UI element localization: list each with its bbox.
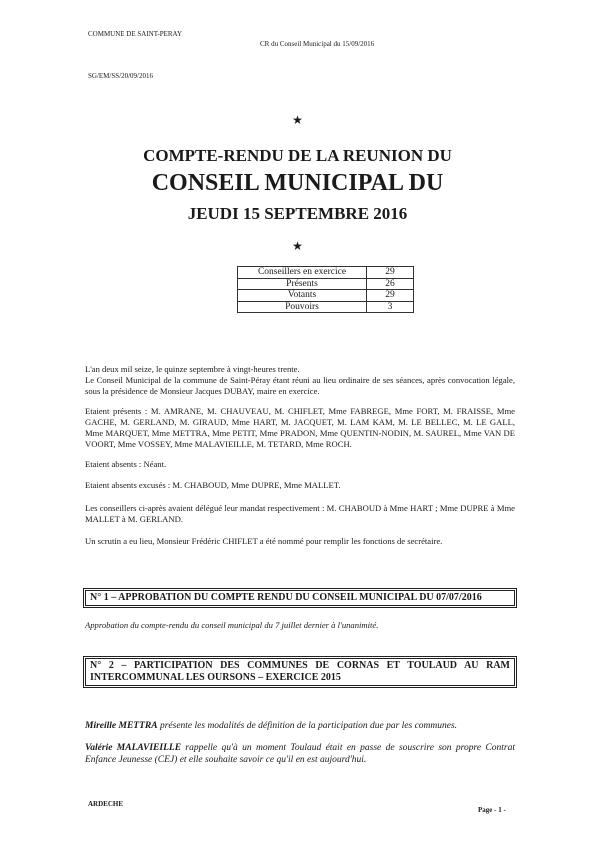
presents-list: Etaient présents : M. AMRANE, M. CHAUVEAU, M. CHIFLET, Mme FABREGE, Mme FORT, M. FRAISSE, Mme GACHE, M. GERLAND, M. GIRAUD, Mme HART, M. JACQUET, M. LAM KAM, M. LE BELLEC, M. LE GALL, Mme MARQUET, Mme METTRA, Mme PETIT, Mme PRADON, Mme QUENTIN-NODIN, M. SAUREL, Mme VAN DE VOORT, Mme VOSSEY, Mme MALAVIEILLE, M. TETARD, Mme ROCH. [85,406,515,449]
item2-p1-text: présente les modalités de définition de la participation due par les communes. [157,721,458,731]
stats-table [237,266,414,313]
item2-p2-text: rappelle qu'à un moment Toulaud était en passe de souscrire son propre Contrat Enfance Jeunesse (CEJ) et elle souhaite savoir ce qu'il en est aujourd'hui. [85,743,516,765]
header-ref-code: SG/EM/SS/20/09/2016 [88,72,153,80]
stats-value: 29 [367,267,414,279]
intro-date: L'an deux mil seize, le quinze septembre à vingt-heures trente. [85,364,300,374]
stats-row [238,278,414,290]
item2-p2 [85,742,515,766]
title-line2: CONSEIL MUNICIPAL DU [151,170,444,196]
item1-heading: N° 1 – APPROBATION DU COMPTE RENDU DU CONSEIL MUNICIPAL DU 07/07/2016 [85,590,515,606]
item2-p1 [85,720,515,732]
footer-page: Page - 1 - [478,806,506,814]
stats-row [238,301,414,313]
mandats-line: Les conseillers ci-après avaient délégué leur mandat respectivement : M. CHABOUD à Mme HART ; Mme DUPRE à Mme MALLET à M. GERLAND. [85,503,515,524]
item2-p2-name: Valérie MALAVIEILLE [85,743,182,753]
absents-line: Etaient absents : Néant. [85,459,167,469]
intro-convocation: Le Conseil Municipal de la commune de Saint-Péray étant réuni au lieu ordinaire de ses séances, après convocation légale, sous la présidence de Monsieur Jacques DUBAY, maire en exercice. [85,375,515,396]
excuses-line: Etaient absents excusés : M. CHABOUD, Mme DUPRE, Mme MALLET. [85,480,341,490]
item2-p1-name: Mireille METTRA [85,721,158,731]
stats-value: 29 [367,290,414,302]
item2-heading [85,658,515,686]
stats-label: Pouvoirs [238,301,367,313]
item2-heading-line1: N° 2 – PARTICIPATION DES COMMUNES DE CORNAS ET TOULAUD AU RAM [90,660,510,671]
stats-row [238,267,414,279]
item1-text: Approbation du compte-rendu du conseil municipal du 7 juillet dernier à l'unanimité. [85,620,379,630]
item2-heading-line2: INTERCOMMUNAL LES OURSONS – EXERCICE 2015 [90,672,341,683]
stats-value: 3 [367,301,414,313]
header-cr-ref: CR du Conseil Municipal du 15/09/2016 [260,40,375,48]
title-line3: JEUDI 15 SEPTEMBRE 2016 [187,204,408,223]
stats-row [238,290,414,302]
star-ornament-top: ★ [292,113,303,127]
stats-label: Conseillers en exercice [238,267,367,279]
scrutin-line: Un scrutin a eu lieu, Monsieur Frédéric CHIFLET a été nommé pour remplir les fonctions de secrétaire. [85,536,443,546]
header-commune: COMMUNE DE SAINT-PERAY [88,30,182,38]
stats-value: 26 [367,278,414,290]
title-line1: COMPTE-RENDU DE LA REUNION DU [143,146,452,165]
star-ornament-mid: ★ [292,239,303,253]
footer-dept: ARDECHE [88,800,124,808]
stats-label: Votants [238,290,367,302]
stats-label: Présents [238,278,367,290]
